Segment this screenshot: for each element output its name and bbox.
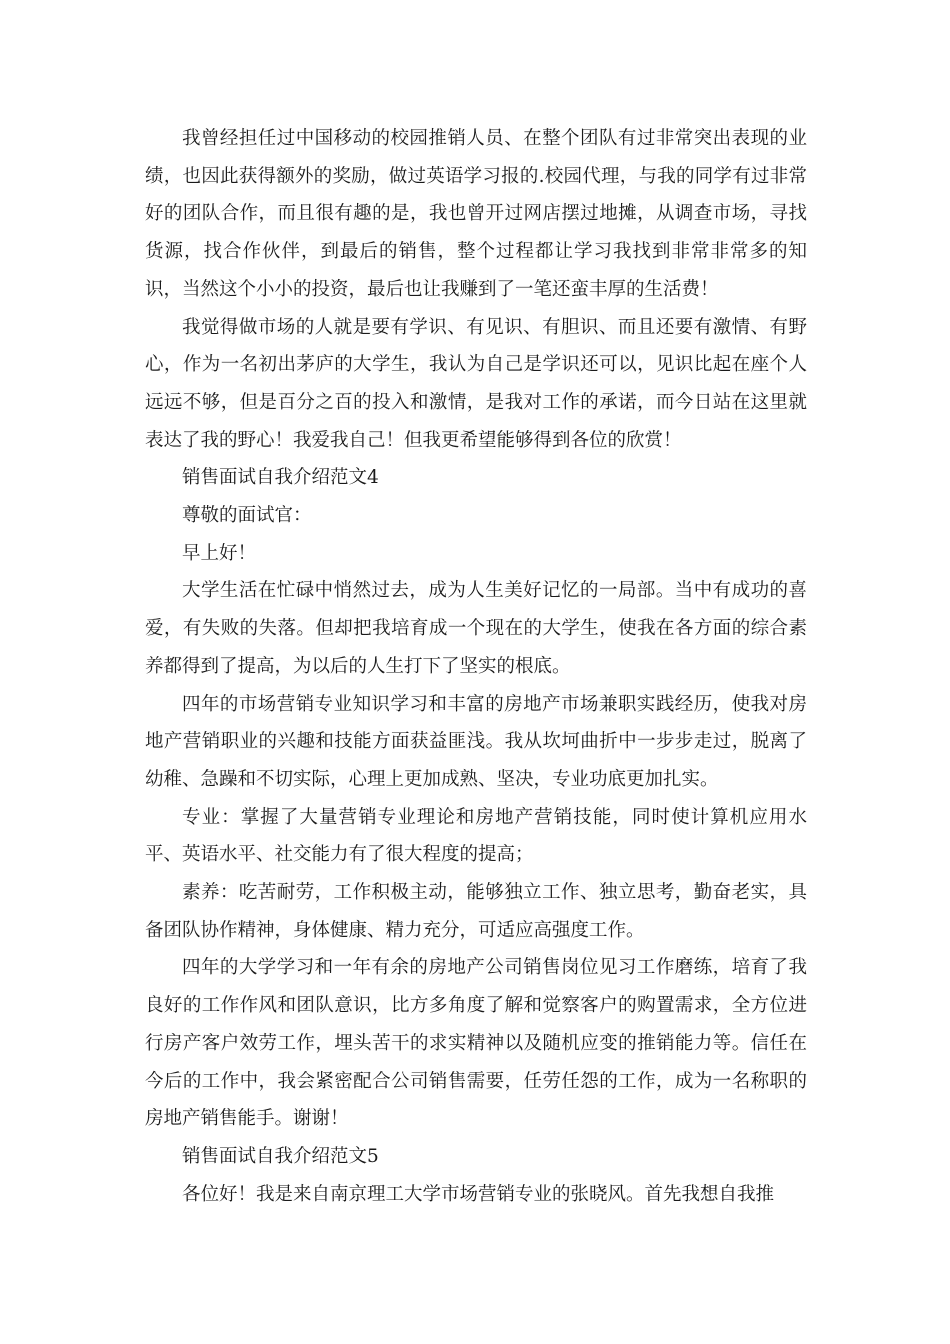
paragraph-ambition: 我觉得做市场的人就是要有学识、有见识、有胆识、而且还要有激情、有野心，作为一名初出茅庐的大学生，我认为自己是学识还可以，见识比起在座个人远远不够，但是百分之百的投入和激情，是我对工作的承诺，而今日站在这里就表达了我的野心！我爱我自己！但我更希望能够得到各位的欣赏！ (145, 316, 807, 451)
paragraph-quality: 素养：吃苦耐劳，工作积极主动，能够独立工作、独立思考，勤奋老实，具备团队协作精神，身体健康、精力充分，可适应高强度工作。 (145, 882, 807, 941)
paragraph-professional: 专业：掌握了大量营销专业理论和房地产营销技能，同时使计算机应用水平、英语水平、社交能力有了很大程度的提高； (145, 806, 807, 866)
paragraph-intro-5: 各位好！我是来自南京理工大学市场营销专业的张晓风。首先我想自我推 (182, 1183, 775, 1205)
salutation: 尊敬的面试官： (182, 505, 312, 527)
document-body (145, 120, 807, 1213)
section-heading-5: 销售面试自我介绍范文5 (182, 1145, 379, 1167)
greeting: 早上好！ (182, 542, 257, 564)
paragraph-study-practice: 四年的市场营销专业知识学习和丰富的房地产市场兼职实践经历，使我对房地产营销职业的兴趣和技能方面获益匪浅。我从坎坷曲折中一步步走过，脱离了幼稚、急躁和不切实际，心理上更加成熟、坚决，专业功底更加扎实。 (145, 693, 807, 790)
section-heading-4: 销售面试自我介绍范文4 (182, 467, 379, 489)
paragraph-closing: 四年的大学学习和一年有余的房地产公司销售岗位见习工作磨练，培育了我良好的工作作风和团队意识，比方多角度了解和觉察客户的购置需求，全方位进行房产客户效劳工作，埋头苦干的求实精神以及随机应变的推销能力等。信任在今后的工作中，我会紧密配合公司销售需要，任劳任怨的工作，成为一名称职的房地产销售能手。谢谢！ (145, 957, 807, 1130)
paragraph-experience: 我曾经担任过中国移动的校园推销人员、在整个团队有过非常突出表现的业绩，也因此获得额外的奖励，做过英语学习报的.校园代理，与我的同学有过非常好的团队合作，而且很有趣的是，我也曾开过网店摆过地摊，从调查市场，寻找货源，找合作伙伴，到最后的销售，整个过程都让学习我找到非常非常多的知识，当然这个小小的投资，最后也让我赚到了一笔还蛮丰厚的生活费！ (145, 128, 807, 300)
paragraph-college-life: 大学生活在忙碌中悄然过去，成为人生美好记忆的一局部。当中有成功的喜爱，有失败的失落。但却把我培育成一个现在的大学生，使我在各方面的综合素养都得到了提高，为以后的人生打下了坚实的根底。 (145, 580, 807, 677)
